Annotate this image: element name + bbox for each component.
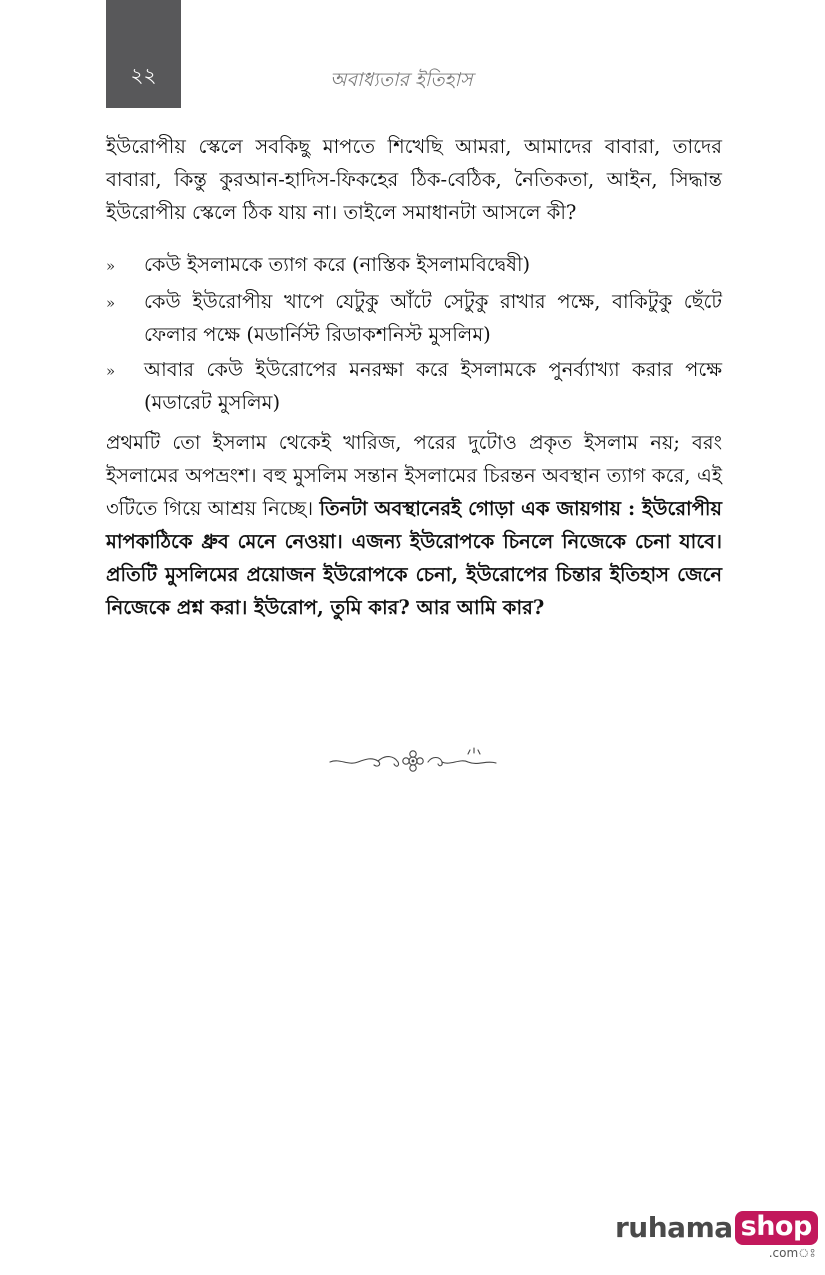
- bullet-text: কেউ ইউরোপীয় খাপে যেটুকু আঁটে সেটুকু রাখার পক্ষে, বাকিটুকু ছেঁটে ফেলার পক্ষে (মডার্নিস্ট রিডাকশনিস্ট মুসলিম): [144, 290, 722, 346]
- bullet-text: আবার কেউ ইউরোপের মনরক্ষা করে ইসলামকে পুনর্ব্যাখ্যা করার পক্ষে (মডারেট মুসলিম): [144, 358, 722, 414]
- ruhamashop-logo: [615, 1211, 818, 1261]
- logo-shop-badge: [735, 1211, 818, 1260]
- logo-com-text: .comঃ: [768, 1246, 816, 1260]
- page-number: ২২: [130, 63, 157, 87]
- bullet-marker: »: [106, 362, 116, 380]
- list-item: [106, 248, 722, 283]
- page-number-tab: [106, 0, 181, 108]
- list-item: [106, 353, 722, 419]
- running-title: অবাধ্যতার ইতিহাস: [330, 69, 473, 91]
- paragraph-2: [106, 426, 722, 624]
- logo-ruhama-text: ruhama: [615, 1211, 733, 1244]
- paragraph-2-normal: প্রথমটি তো ইসলাম থেকেই খারিজ, পরের দুটোও প্রকৃত ইসলাম নয়; বরং ইসলামের অপভ্রংশ। বহু মুসলিম সন্তান ইসলামের চিরন্তন অবস্থান ত্যাগ করে, এই ৩টিতে গিয়ে আশ্রয় নিচ্ছে।: [106, 431, 722, 520]
- bullet-marker: »: [106, 257, 116, 275]
- paragraph-1: ইউরোপীয় স্কেলে সবকিছু মাপতে শিখেছি আমরা, আমাদের বাবারা, তাদের বাবারা, কিন্তু কুরআন-হাদিস-ফিকহের ঠিক-বেঠিক, নৈতিকতা, আইন, সিদ্ধান্ত ইউরোপীয় স্কেলে ঠিক যায় না। তাইলে সমাধানটা আসলে কী?: [106, 135, 722, 224]
- list-item: [106, 285, 722, 351]
- bullet-marker: »: [106, 294, 116, 312]
- flourish-ornament-icon: [328, 742, 498, 776]
- logo-shop-text: shop: [735, 1211, 818, 1245]
- bullet-text: কেউ ইসলামকে ত্যাগ করে (নাস্তিক ইসলামবিদ্বেষী): [144, 253, 531, 276]
- paragraph-2-bold: তিনটা অবস্থানেরই গোড়া এক জায়গায় : ইউরোপীয় মাপকাঠিকে ধ্রুব মেনে নেওয়া। এজন্য ইউরোপকে চিনলে নিজেকে চেনা যাবে। প্রতিটি মুসলিমের প্রয়োজন ইউরোপকে চেনা, ইউরোপের চিন্তার ইতিহাস জেনে নিজেকে প্রশ্ন করা। ইউরোপ, তুমি কার? আর আমি কার?: [106, 497, 722, 619]
- bullet-list: [106, 248, 722, 421]
